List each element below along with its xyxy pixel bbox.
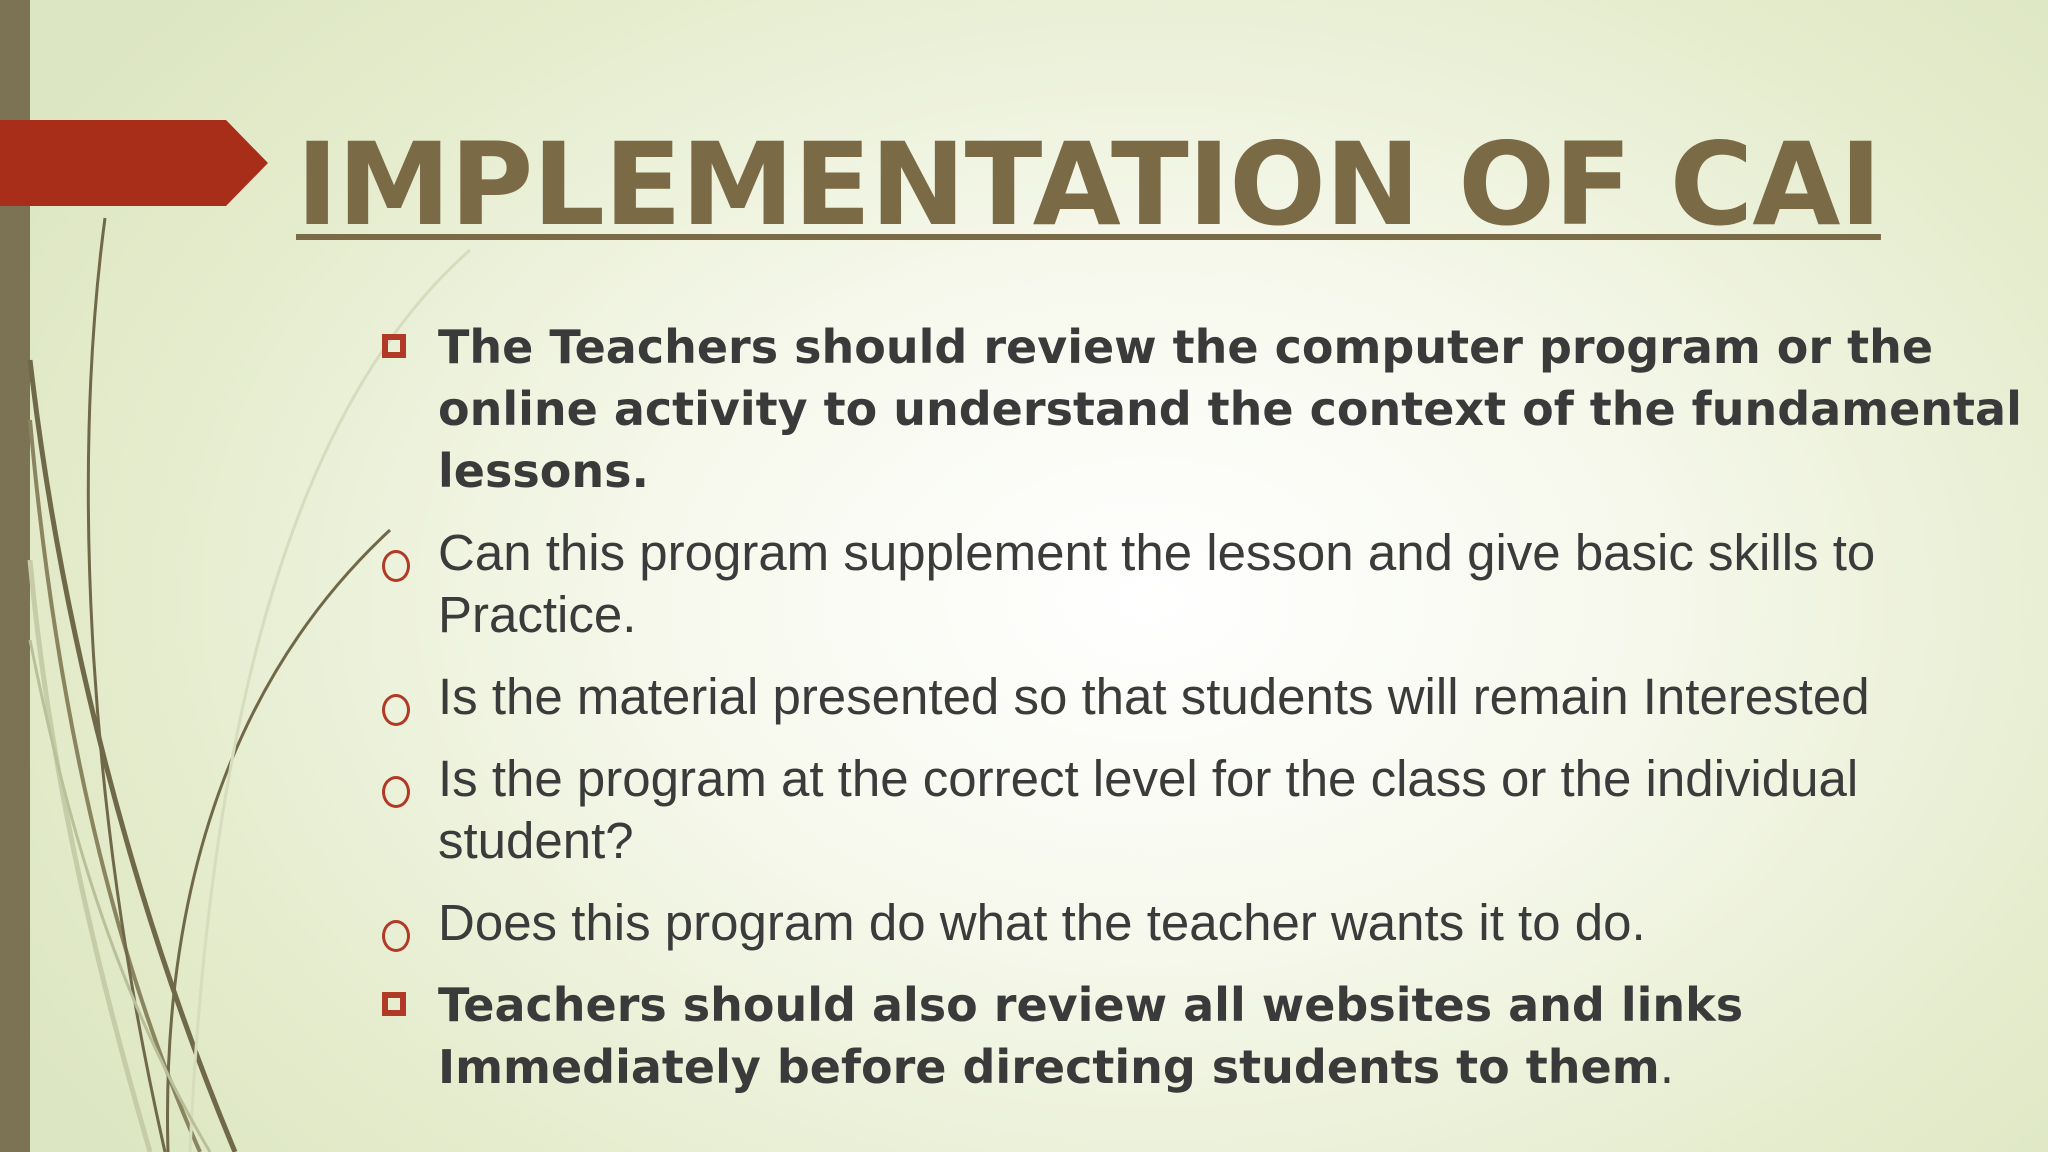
bullet-text: Is the program at the correct level for the class or the individual student? — [438, 750, 1859, 869]
list-item — [382, 316, 2022, 502]
list-item — [382, 666, 2022, 728]
bullet-text: Does this program do what the teacher wants it to do. — [438, 894, 1646, 951]
square-bullet-icon — [382, 992, 406, 1016]
circle-bullet-icon — [382, 776, 410, 808]
list-item — [382, 522, 2022, 646]
bullet-text: The Teachers should review the computer program or the online activity to understand the context of the fundamental lessons. — [438, 320, 2022, 498]
red-arrow-accent — [0, 120, 268, 206]
square-bullet-icon — [382, 334, 406, 358]
list-item — [382, 748, 2022, 872]
bullet-list — [382, 316, 2022, 1098]
bullet-text: Is the material presented so that students will remain Interested — [438, 668, 1870, 725]
bullet-text: Teachers should also review all websites and links Immediately before directing students to them — [438, 978, 1744, 1094]
bullet-trailing-period: . — [1659, 1040, 1675, 1094]
bullet-text: Can this program supplement the lesson and give basic skills to Practice. — [438, 524, 1876, 643]
circle-bullet-icon — [382, 694, 410, 726]
circle-bullet-icon — [382, 550, 410, 582]
list-item — [382, 892, 2022, 954]
circle-bullet-icon — [382, 920, 410, 952]
slide-title: IMPLEMENTATION OF CAI — [296, 118, 1881, 251]
list-item — [382, 974, 2022, 1098]
